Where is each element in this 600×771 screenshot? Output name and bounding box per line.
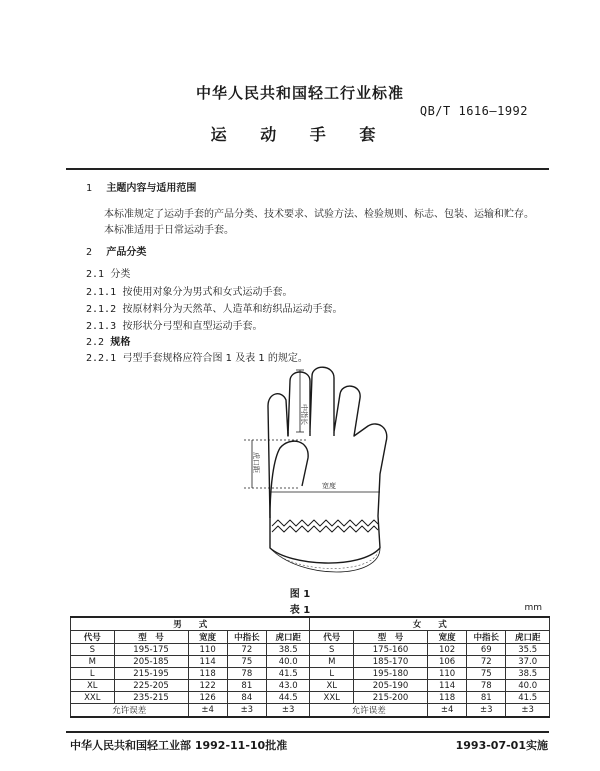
width-label: 宽度	[322, 482, 336, 490]
section-1-heading: 1 主题内容与适用范围	[86, 183, 197, 194]
section-2-1-3: 2.1.3 按形状分弓型和直型运动手套。	[86, 321, 263, 332]
standard-number: QB/T 1616—1992	[419, 104, 528, 118]
section-2-heading: 2 产品分类	[86, 247, 147, 258]
col-model: 型 号	[354, 631, 428, 644]
col-middle-finger: 中指长	[227, 631, 266, 644]
col-width: 宽度	[428, 631, 467, 644]
women-header: 女 式	[310, 617, 550, 631]
col-thumb-gap: 虎口距	[506, 631, 550, 644]
table-row: L 215-195 118 78 41.5 L 195-180 110 75 38.5	[71, 668, 550, 680]
document-title: 运 动 手 套	[210, 125, 390, 144]
middle-finger-label: 中指长	[300, 404, 308, 425]
section-2-1-heading: 2.1 分类	[86, 269, 131, 280]
glove-thumb	[270, 441, 308, 518]
figure-caption: 图 1	[289, 589, 311, 600]
approval-line: 中华人民共和国轻工业部 1992-11-10批准	[70, 739, 288, 752]
table-row: XXL 235-215 126 84 44.5 XXL 215-200 118 81 41.5	[71, 692, 550, 704]
section-1-paragraph-2: 本标准适用于日常运动手套。	[104, 225, 234, 236]
table-row: XL 225-205 122 81 43.0 XL 205-190 114 78 40.0	[71, 680, 550, 692]
footer-divider	[66, 731, 549, 733]
tolerance-label: 允许误差	[310, 704, 428, 718]
section-2-2-heading: 2.2 规格	[86, 337, 131, 348]
col-model: 型 号	[114, 631, 188, 644]
table-row: M 205-185 114 75 40.0 M 185-170 106 72 37.0	[71, 656, 550, 668]
section-1-paragraph-1: 本标准规定了运动手套的产品分类、技术要求、试验方法、检验规则、标志、包装、运输和贮存。	[104, 209, 534, 220]
section-2-1-2: 2.1.2 按原材料分为天然革、人造革和纺织品运动手套。	[86, 304, 343, 315]
col-thumb-gap: 虎口距	[266, 631, 310, 644]
section-2-1-1: 2.1.1 按使用对象分为男式和女式运动手套。	[86, 287, 293, 298]
col-middle-finger: 中指长	[467, 631, 506, 644]
men-header: 男 式	[71, 617, 310, 631]
cuff-zigzag	[272, 520, 378, 526]
table-unit: mm	[524, 603, 542, 613]
table-row: S 195-175 110 72 38.5 S 175-160 102 69 35.5	[71, 644, 550, 656]
tolerance-label: 允许误差	[71, 704, 189, 718]
glove-diagram	[230, 366, 400, 584]
glove-size-table	[70, 616, 550, 718]
section-2-2-1: 2.2.1 弓型手套规格应符合图 1 及表 1 的规定。	[86, 353, 308, 364]
col-width: 宽度	[188, 631, 227, 644]
table-title: 表 1	[289, 605, 311, 616]
tolerance-row: 允许误差 ±4 ±3 ±3 允许误差 ±4 ±3 ±3	[71, 704, 550, 718]
header-divider	[66, 168, 549, 170]
col-code: 代号	[310, 631, 354, 644]
glove-cuff	[270, 518, 380, 563]
thumb-gap-label: 虎口距	[252, 452, 260, 473]
issuing-organization: 中华人民共和国轻工行业标准	[195, 84, 404, 102]
col-code: 代号	[71, 631, 115, 644]
effective-date: 1993-07-01实施	[455, 739, 548, 752]
